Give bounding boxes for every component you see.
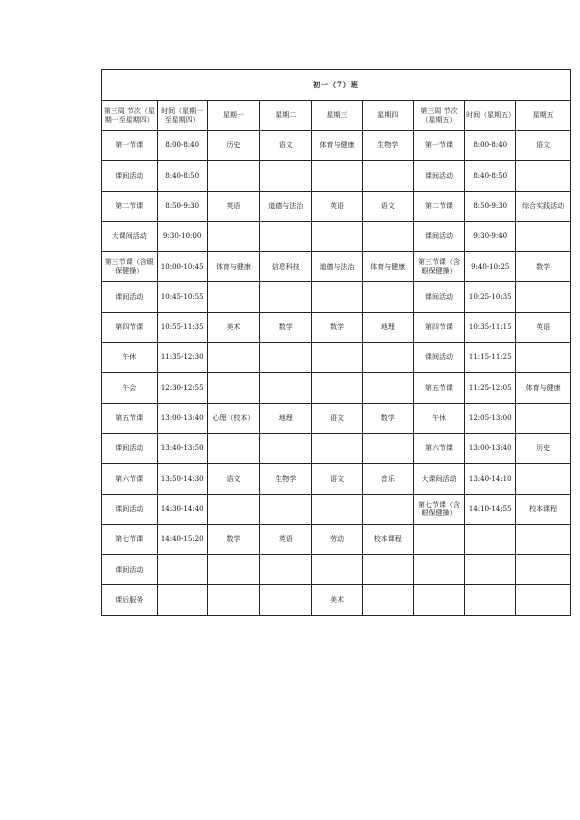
period-cell: 第六节课 [102,464,158,494]
column-header: 星期二 [260,101,312,131]
subject-cell: 语文 [260,131,312,161]
subject-cell [362,343,413,373]
time-cell: 13:40-13:50 [157,433,207,463]
column-header: 星期五 [516,101,571,131]
timetable [101,69,571,616]
time-cell: 13:40-14:10 [465,464,516,494]
table-row [102,282,571,312]
subject-cell [260,555,312,585]
subject-cell: 劳动 [312,524,362,554]
table-row [102,464,571,494]
subject-cell [362,555,413,585]
period-cell: 午休 [102,343,158,373]
period-cell [413,585,464,615]
subject-cell: 英语 [207,191,259,221]
subject-cell: 数学 [516,252,571,282]
time-cell: 10:00-10:45 [157,252,207,282]
subject-cell: 生物学 [260,464,312,494]
subject-cell: 语文 [207,464,259,494]
subject-cell: 历史 [207,131,259,161]
column-header: 星期三 [312,101,362,131]
subject-cell [362,282,413,312]
subject-cell: 体育与健康 [362,252,413,282]
subject-cell: 数学 [260,312,312,342]
time-cell [465,585,516,615]
period-cell: 第三节课（含眼保健操） [102,252,158,282]
subject-cell: 道德与法治 [312,252,362,282]
subject-cell: 音乐 [362,464,413,494]
table-row [102,252,571,282]
period-cell: 课间活动 [102,555,158,585]
period-cell: 第四节课 [413,312,464,342]
table-row [102,585,571,615]
subject-cell [260,282,312,312]
subject-cell [260,494,312,524]
table-row [102,494,571,524]
time-cell: 8:50-9:30 [157,191,207,221]
subject-cell [207,494,259,524]
subject-cell: 地理 [362,312,413,342]
subject-cell: 语文 [312,403,362,433]
period-cell: 课间活动 [102,433,158,463]
time-cell: 14:40-15:20 [157,524,207,554]
column-header: 第三周 节次（星期五） [413,101,464,131]
subject-cell: 数学 [207,524,259,554]
subject-cell: 美术 [312,585,362,615]
time-cell: 8:00-8:40 [465,131,516,161]
time-cell: 8:00-8:40 [157,131,207,161]
table-row [102,524,571,554]
subject-cell: 体育与健康 [516,373,571,403]
subject-cell [260,221,312,251]
period-cell: 第三节课（含眼保健操） [413,252,464,282]
period-cell: 第六节课 [413,433,464,463]
subject-cell [362,373,413,403]
subject-cell [260,343,312,373]
subject-cell [516,161,571,191]
column-header: 时间（星期一至星期四） [157,101,207,131]
subject-cell [516,403,571,433]
column-header: 时间（星期五） [465,101,516,131]
period-cell: 第七节课 [102,524,158,554]
subject-cell [207,555,259,585]
subject-cell: 数学 [362,403,413,433]
subject-cell [362,161,413,191]
subject-cell [516,555,571,585]
subject-cell: 体育与健康 [207,252,259,282]
subject-cell: 英语 [516,312,571,342]
time-cell: 14:10-14:55 [465,494,516,524]
subject-cell: 校本课程 [516,494,571,524]
time-cell: 10:35-11:15 [465,312,516,342]
subject-cell [312,494,362,524]
subject-cell [207,433,259,463]
column-header: 第三周 节次（星期一至星期四） [102,101,158,131]
time-cell: 10:25-10:35 [465,282,516,312]
subject-cell [260,373,312,403]
subject-cell [207,161,259,191]
period-cell: 午休 [413,403,464,433]
time-cell: 9:30-9:40 [465,221,516,251]
subject-cell [362,585,413,615]
period-cell: 课后服务 [102,585,158,615]
subject-cell [312,282,362,312]
time-cell: 10:45-10:55 [157,282,207,312]
period-cell: 课间活动 [413,282,464,312]
subject-cell [362,494,413,524]
table-row [102,161,571,191]
subject-cell [207,343,259,373]
period-cell: 第一节课 [102,131,158,161]
column-header: 星期一 [207,101,259,131]
time-cell: 8:40-8:50 [157,161,207,191]
subject-cell: 数学 [312,312,362,342]
time-cell: 13:00-13:40 [157,403,207,433]
table-row [102,343,571,373]
table-row [102,555,571,585]
period-cell [413,555,464,585]
subject-cell: 体育与健康 [312,131,362,161]
time-cell: 8:40-8:50 [465,161,516,191]
period-cell [413,524,464,554]
time-cell: 8:50-9:30 [465,191,516,221]
period-cell: 第五节课 [413,373,464,403]
subject-cell: 校本课程 [362,524,413,554]
period-cell: 第五节课 [102,403,158,433]
period-cell: 第二节课 [102,191,158,221]
subject-cell: 生物学 [362,131,413,161]
table-row [102,403,571,433]
time-cell [157,585,207,615]
timetable-sheet [101,69,571,616]
table-row [102,131,571,161]
table-row [102,312,571,342]
period-cell: 课间活动 [102,282,158,312]
time-cell: 10:55-11:35 [157,312,207,342]
subject-cell [207,585,259,615]
subject-cell [516,282,571,312]
period-cell: 课间活动 [413,343,464,373]
subject-cell [362,433,413,463]
subject-cell [362,221,413,251]
subject-cell [207,221,259,251]
time-cell [465,555,516,585]
subject-cell [516,343,571,373]
subject-cell [312,343,362,373]
time-cell: 9:30-10:00 [157,221,207,251]
subject-cell: 英语 [312,191,362,221]
subject-cell [516,464,571,494]
subject-cell: 英语 [260,524,312,554]
time-cell: 11:35-12:30 [157,343,207,373]
subject-cell [207,282,259,312]
period-cell: 课间活动 [413,161,464,191]
subject-cell [312,373,362,403]
subject-cell [312,433,362,463]
subject-cell: 语文 [362,191,413,221]
time-cell: 13:00-13:40 [465,433,516,463]
period-cell: 课间活动 [413,221,464,251]
subject-cell [260,433,312,463]
subject-cell: 信息科技 [260,252,312,282]
period-cell: 第二节课 [413,191,464,221]
subject-cell [260,585,312,615]
period-cell: 大课间活动 [413,464,464,494]
table-row [102,221,571,251]
period-cell: 课间活动 [102,494,158,524]
period-cell: 第四节课 [102,312,158,342]
period-cell: 课间活动 [102,161,158,191]
subject-cell [260,161,312,191]
subject-cell: 地理 [260,403,312,433]
subject-cell: 语文 [312,464,362,494]
subject-cell [312,221,362,251]
subject-cell: 美术 [207,312,259,342]
table-row [102,433,571,463]
period-cell: 午会 [102,373,158,403]
subject-cell: 历史 [516,433,571,463]
timetable-title: 初一（7）班 [102,70,571,101]
column-header: 星期四 [362,101,413,131]
subject-cell: 综合实践活动 [516,191,571,221]
time-cell: 12:30-12:55 [157,373,207,403]
subject-cell [312,555,362,585]
time-cell: 14:30-14:40 [157,494,207,524]
subject-cell [516,221,571,251]
period-cell: 第一节课 [413,131,464,161]
time-cell: 11:25-12:05 [465,373,516,403]
period-cell: 第七节课（含眼保健操） [413,494,464,524]
subject-cell: 语文 [516,131,571,161]
time-cell [157,555,207,585]
header-row [102,101,571,131]
subject-cell [516,585,571,615]
period-cell: 大课间活动 [102,221,158,251]
time-cell: 13:50-14:30 [157,464,207,494]
subject-cell: 道德与法治 [260,191,312,221]
time-cell: 12:05-13:00 [465,403,516,433]
subject-cell [312,161,362,191]
table-row [102,191,571,221]
time-cell: 9:40-10:25 [465,252,516,282]
subject-cell: 心理（校本） [207,403,259,433]
subject-cell [207,373,259,403]
subject-cell [516,524,571,554]
time-cell [465,524,516,554]
time-cell: 11:15-11:25 [465,343,516,373]
table-row [102,373,571,403]
